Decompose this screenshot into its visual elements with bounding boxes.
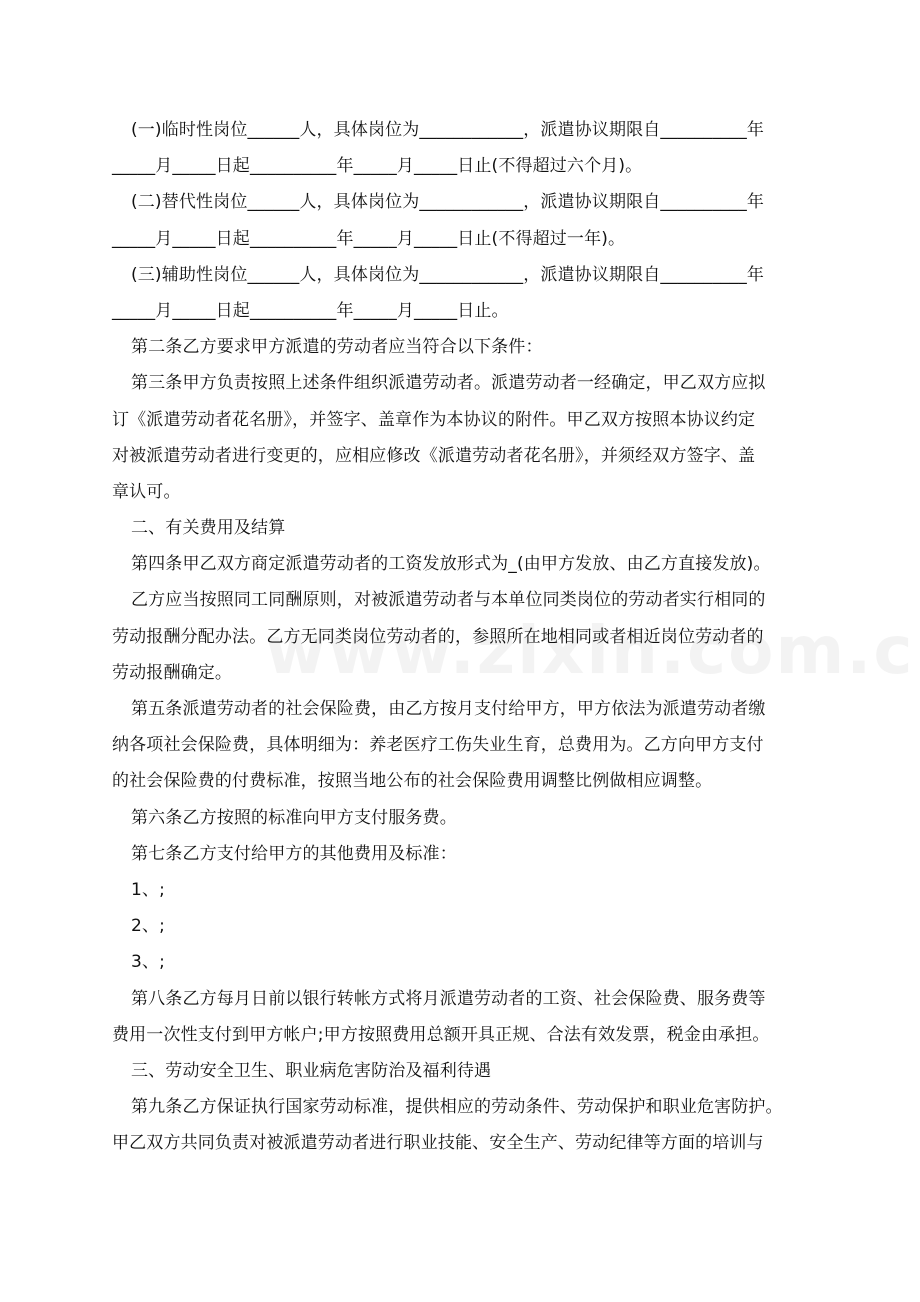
article-5-line-1: 第五条派遣劳动者的社会保险费，由乙方按月支付给甲方，甲方依法为派遣劳动者缴: [131, 699, 766, 719]
article-6: 第六条乙方按照的标准向甲方支付服务费。: [131, 807, 457, 828]
list-item-2: 2、;: [131, 916, 165, 937]
equal-pay-line-2: 劳动报酬分配办法。乙方无同类岗位劳动者的，参照所在地相同或者相近岗位劳动者的: [112, 626, 764, 647]
equal-pay-line-1: 乙方应当按照同工同酬原则，对被派遣劳动者与本单位同类岗位的劳动者实行相同的: [131, 590, 766, 611]
list-item-3: 3、;: [131, 952, 165, 973]
article-9-line-2: 甲乙双方共同负责对被派遣劳动者进行职业技能、安全生产、劳动纪律等方面的培训与: [112, 1133, 764, 1154]
clause-temporary-post-dates: _____月_____日起__________年_____月_____日止(不得超过六个月)。: [112, 156, 643, 177]
equal-pay-line-3: 劳动报酬确定。: [112, 662, 233, 683]
document-body: [112, 112, 824, 1161]
section-heading-safety: 三、劳动安全卫生、职业病危害防治及福利待遇: [131, 1060, 492, 1081]
article-4: 第四条甲乙双方商定派遣劳动者的工资发放形式为_(由甲方发放、由乙方直接发放)。: [131, 554, 771, 575]
clause-temporary-post: (一)临时性岗位______人，具体岗位为____________，派遣协议期限自__________年: [131, 120, 765, 140]
clause-substitute-post: (二)替代性岗位______人，具体岗位为____________，派遣协议期限自__________年: [131, 192, 765, 213]
section-heading-fees: 二、有关费用及结算: [131, 518, 286, 539]
article-2: 第二条乙方要求甲方派遣的劳动者应当符合以下条件：: [131, 337, 543, 358]
article-9-line-1: 第九条乙方保证执行国家劳动标准，提供相应的劳动条件、劳动保护和职业危害防护。: [131, 1097, 783, 1118]
article-3-line-3: 对被派遣劳动者进行变更的，应相应修改《派遣劳动者花名册》，并须经双方签字、盖: [112, 445, 756, 466]
article-7: 第七条乙方支付给甲方的其他费用及标准：: [131, 843, 457, 864]
article-5-line-2: 纳各项社会保险费，具体明细为：养老医疗工伤失业生育，总费用为。乙方向甲方支付: [112, 735, 764, 756]
list-item-1: 1、;: [131, 879, 165, 900]
clause-auxiliary-post-dates: _____月_____日起__________年_____月_____日止。: [112, 300, 509, 321]
clause-substitute-post-dates: _____月_____日起__________年_____月_____日止(不得超过一年)。: [112, 228, 626, 249]
article-8-line-1: 第八条乙方每月日前以银行转帐方式将月派遣劳动者的工资、社会保险费、服务费等: [131, 988, 766, 1009]
article-8-line-2: 费用一次性支付到甲方帐户;甲方按照费用总额开具正规、合法有效发票，税金由承担。: [112, 1024, 770, 1045]
clause-auxiliary-post: (三)辅助性岗位______人，具体岗位为____________，派遣协议期限自__________年: [131, 264, 765, 285]
article-3-line-4: 章认可。: [112, 481, 181, 502]
article-3-line-2: 订《派遣劳动者花名册》，并签字、盖章作为本协议的附件。甲乙双方按照本协议约定: [112, 409, 756, 430]
article-3-line-1: 第三条甲方负责按照上述条件组织派遣劳动者。派遣劳动者一经确定，甲乙双方应拟: [131, 373, 766, 394]
article-5-line-3: 的社会保险费的付费标准，按照当地公布的社会保险费用调整比例做相应调整。: [112, 771, 713, 792]
